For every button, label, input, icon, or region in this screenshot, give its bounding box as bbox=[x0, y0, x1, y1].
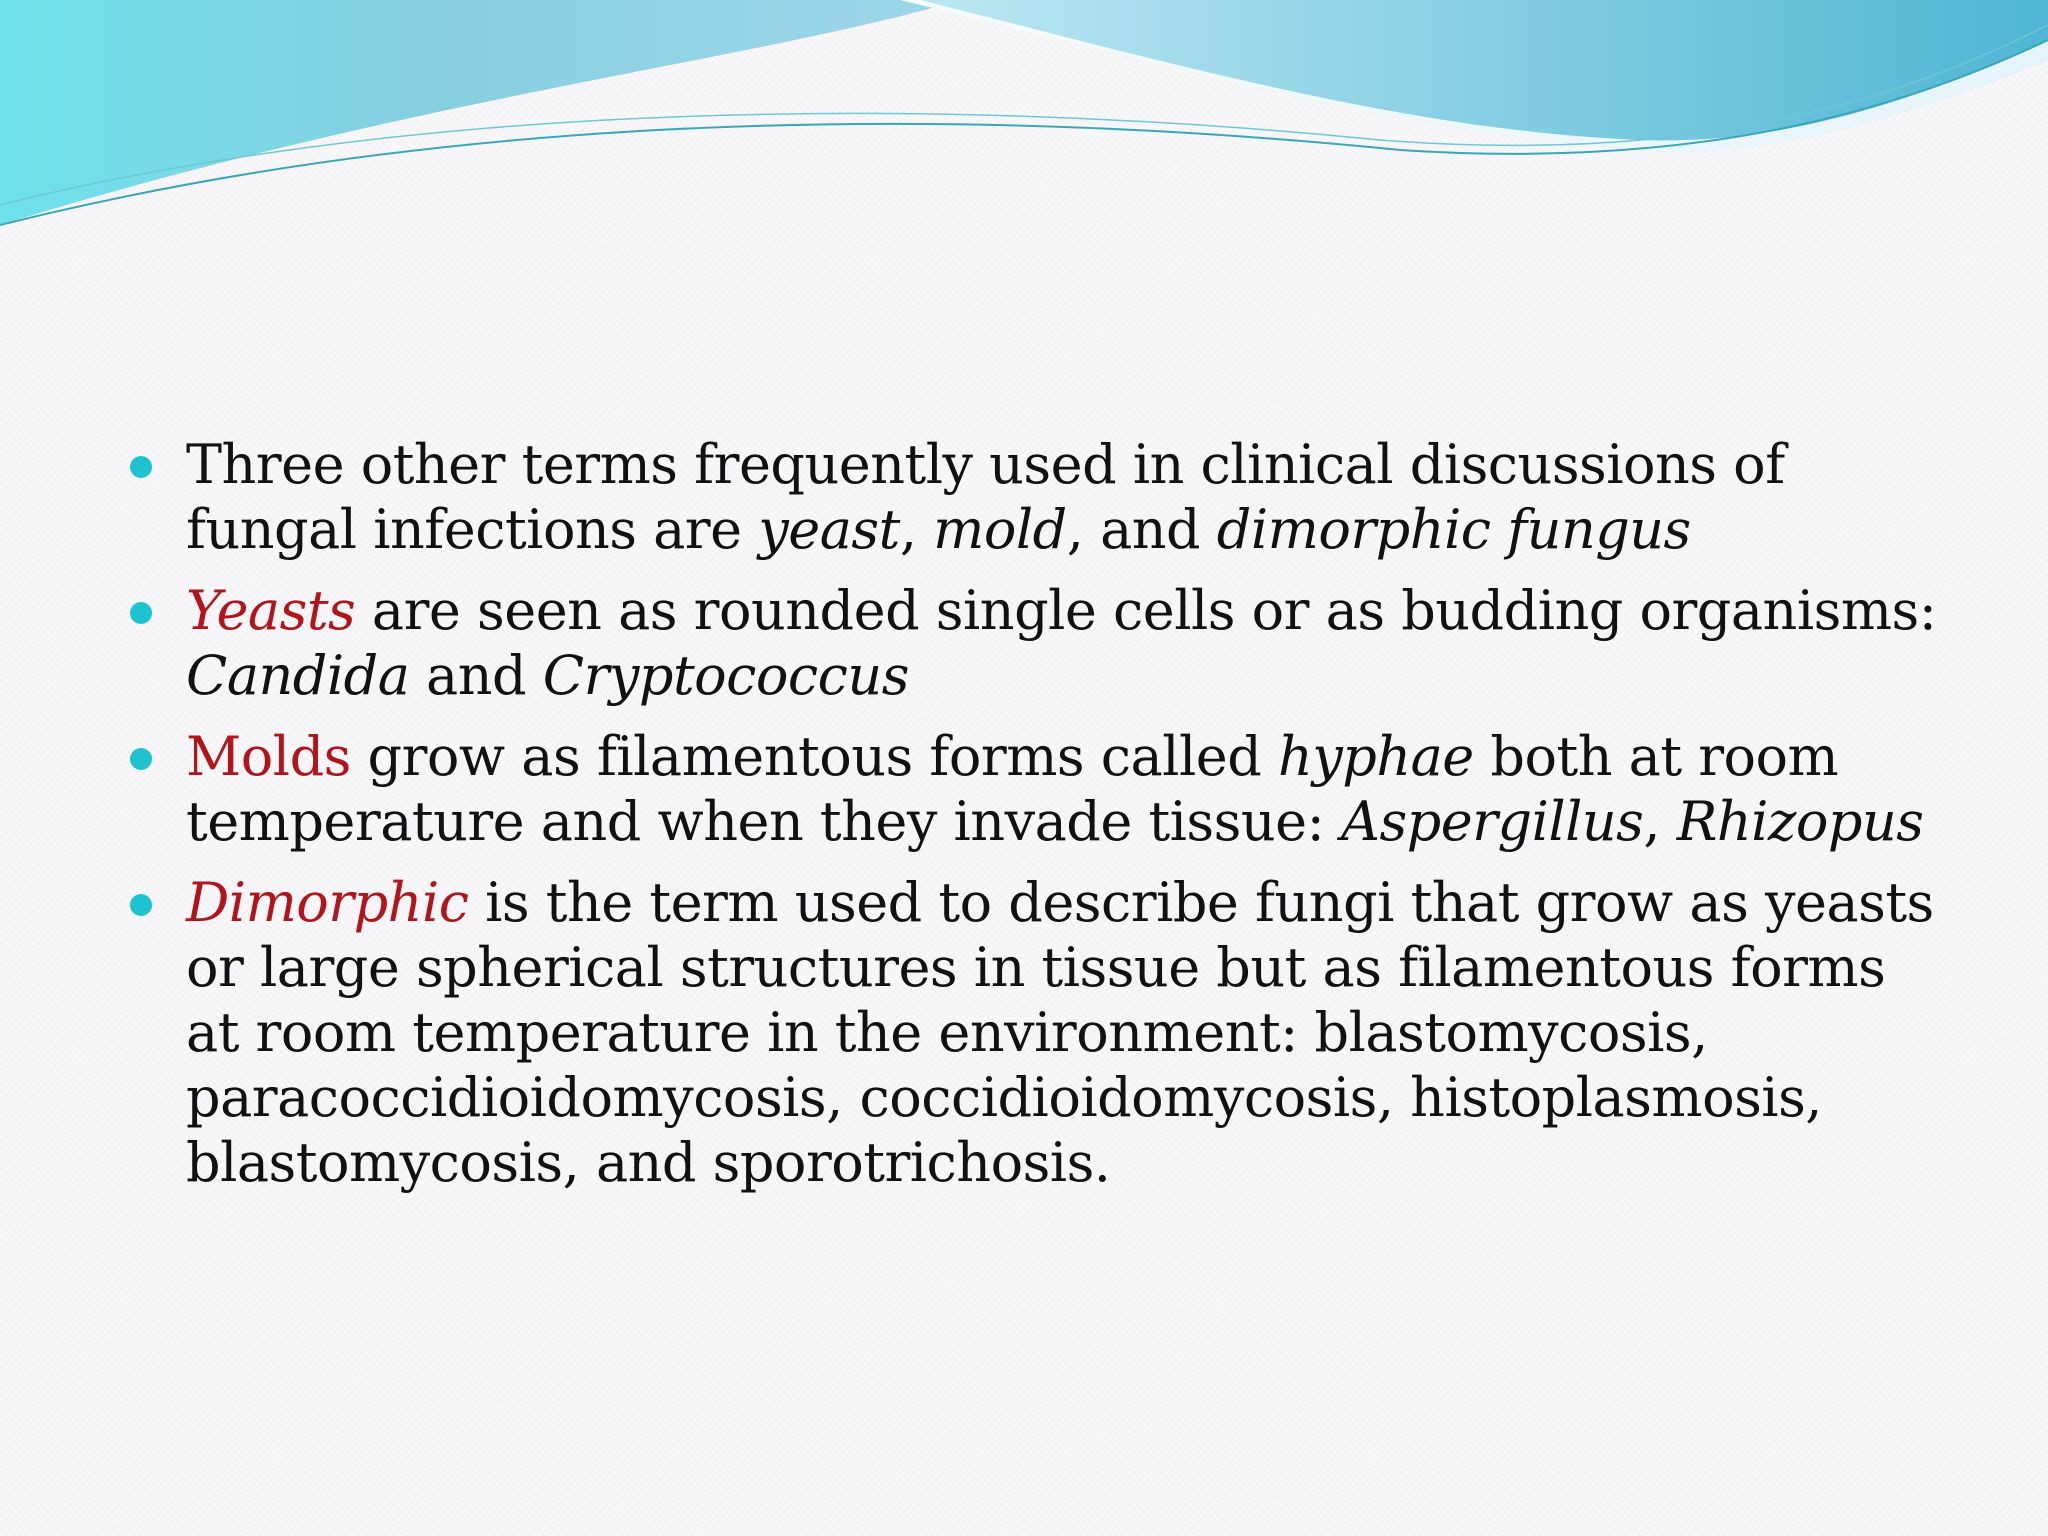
wave-left-band bbox=[0, 0, 960, 225]
bullet-list bbox=[130, 432, 1950, 1195]
example-cryptococcus: Cryptococcus bbox=[542, 644, 909, 707]
term-dimorphic-fungus: dimorphic fungus bbox=[1216, 498, 1691, 561]
example-candida: Candida bbox=[186, 644, 410, 707]
header-wave-decoration bbox=[0, 0, 2048, 240]
bullet-text-continued: both at room temperature and when they invade tissue: bbox=[186, 725, 1839, 853]
bullet-dot-icon bbox=[130, 748, 152, 770]
bullet-terms-overview bbox=[130, 432, 1950, 562]
term-mold: mold bbox=[933, 498, 1067, 561]
separator: , bbox=[899, 498, 934, 561]
bullet-dot-icon bbox=[130, 456, 152, 478]
highlight-term-yeasts: Yeasts bbox=[186, 579, 356, 642]
example-aspergillus: Aspergillus bbox=[1340, 790, 1644, 853]
term-yeast: yeast bbox=[758, 498, 900, 561]
bullet-text: are seen as rounded single cells or as budding organisms: bbox=[355, 579, 1937, 642]
highlight-term-dimorphic: Dimorphic bbox=[186, 871, 469, 934]
bullet-dot-icon bbox=[130, 894, 152, 916]
bullet-text: Three other terms frequently used in clinical discussions of fungal infections are bbox=[186, 433, 1785, 561]
bullet-yeasts bbox=[130, 578, 1950, 708]
example-rhizopus: Rhizopus bbox=[1676, 790, 1924, 853]
bullet-text: grow as filamentous forms called bbox=[350, 725, 1278, 788]
bullet-molds bbox=[130, 724, 1950, 854]
highlight-term-molds: Molds bbox=[186, 725, 351, 788]
bullet-dimorphic bbox=[130, 870, 1950, 1195]
connector-text: , and bbox=[1066, 498, 1217, 561]
bullet-text: is the term used to describe fungi that grow as yeasts or large spherical structures in tissue but as filamentous forms at room temperature in the environment: blastomycosis, paracoccidioidomycosis, coccidioidomycosis, histoplasmosis, blastomycosis, and sporotrichosis. bbox=[186, 871, 1934, 1194]
bullet-dot-icon bbox=[130, 602, 152, 624]
separator: , bbox=[1643, 790, 1677, 853]
connector-text: and bbox=[409, 644, 543, 707]
content-area bbox=[130, 432, 1950, 1211]
term-hyphae: hyphae bbox=[1277, 725, 1474, 788]
